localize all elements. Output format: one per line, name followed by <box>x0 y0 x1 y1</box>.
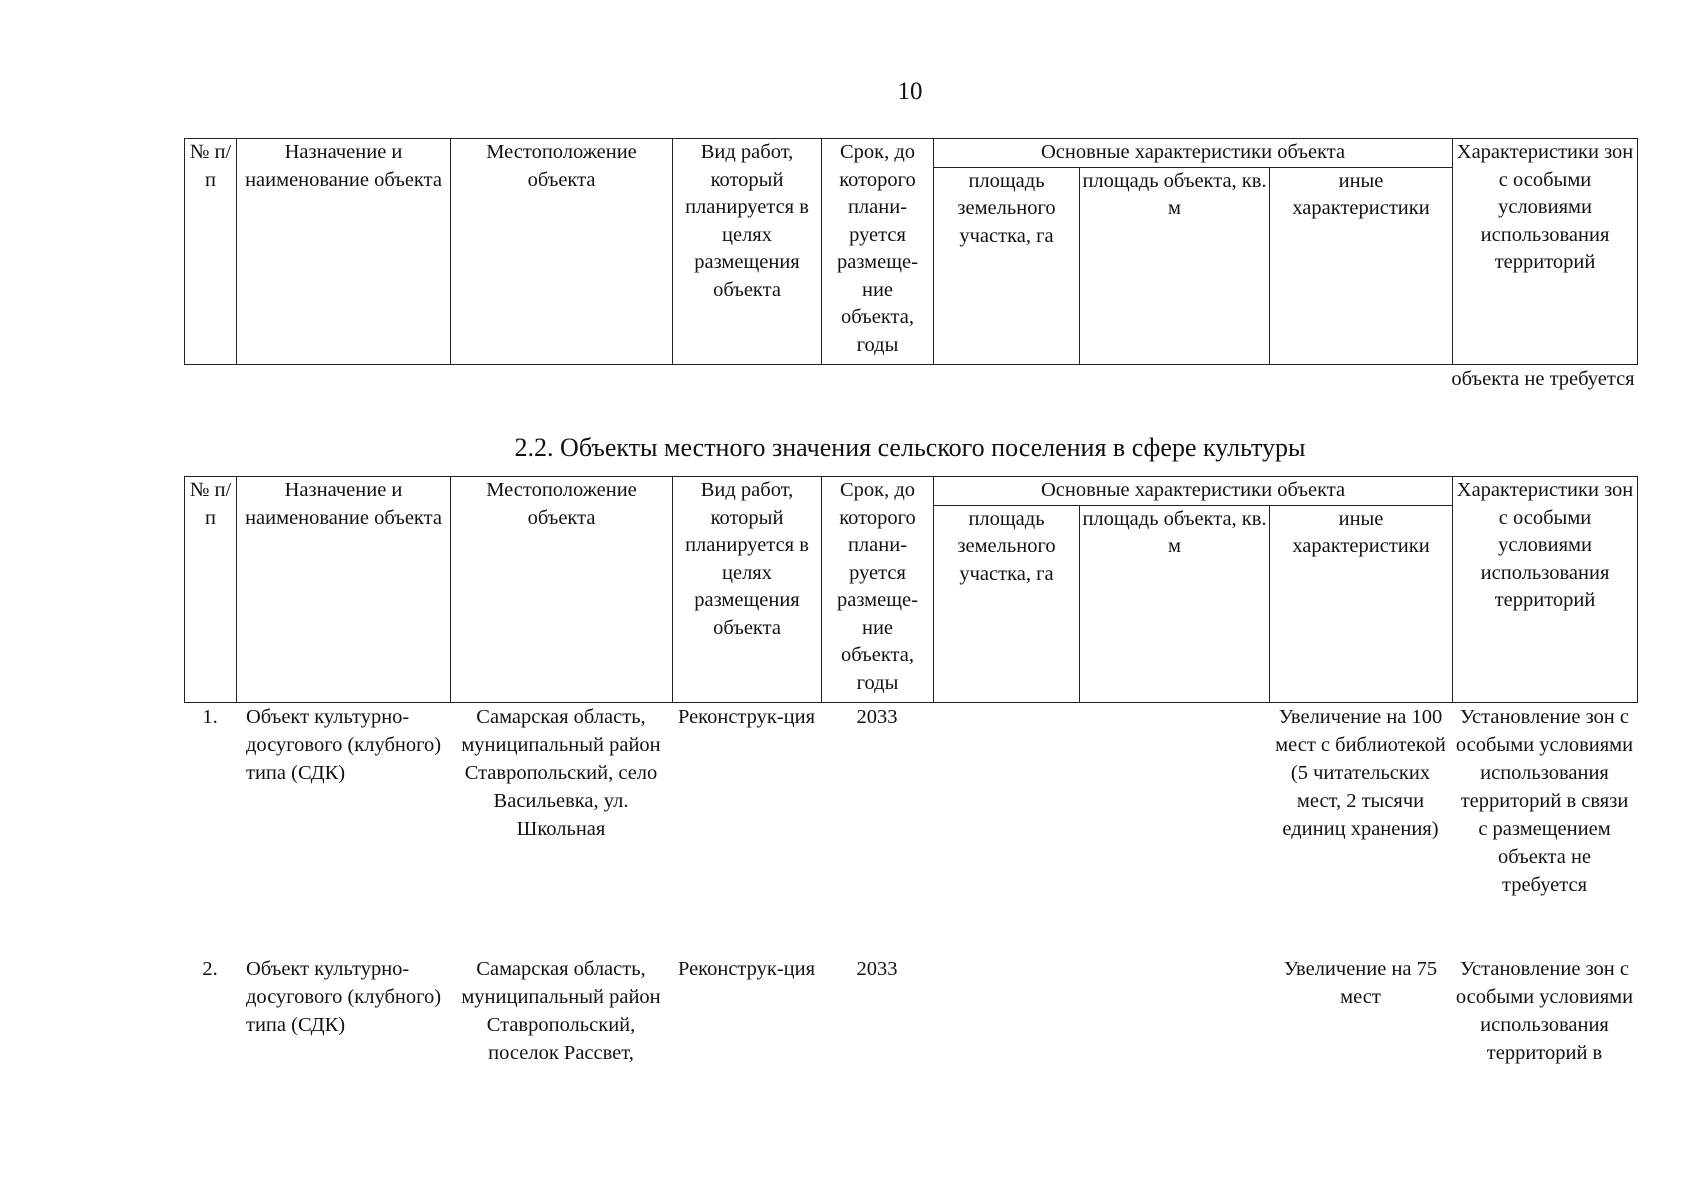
row-object-area <box>1079 955 1269 1067</box>
table-row <box>184 955 1637 1067</box>
row-location: Самарская область, муниципальный район Ставропольский, село Васильевка, ул. Школьная <box>461 706 661 840</box>
col-name-header: Назначение и наименование объекта <box>237 477 451 703</box>
header-table-continued <box>184 138 1638 365</box>
row-name: Объект культурно-досугового (клубного) типа (СДК) <box>246 958 442 1036</box>
col-zones-header: Характеристики зон с особыми условиями использования территорий <box>1453 477 1638 703</box>
culture-objects-rows <box>184 703 1637 1067</box>
section-title: 2.2. Объекты местного значения сельского поселения в сфере культуры <box>514 433 1306 462</box>
col-location-header: Местоположение объекта <box>451 139 673 365</box>
col-location-header: Местоположение объекта <box>451 477 673 703</box>
carry-over-text: объекта не требуется <box>1451 368 1635 390</box>
col-num-header: № п/п <box>185 477 237 703</box>
col-name-header: Назначение и наименование объекта <box>237 139 451 365</box>
header-table-culture <box>184 476 1638 703</box>
row-deadline: 2033 <box>856 958 898 980</box>
col-other-chars-header: иные характеристики <box>1270 167 1453 364</box>
col-other-chars-header: иные характеристики <box>1270 505 1453 702</box>
col-object-area-header: площадь объекта, кв. м <box>1080 167 1270 364</box>
row-name: Объект культурно-досугового (клубного) типа (СДК) <box>246 706 442 784</box>
table-row <box>184 703 1637 955</box>
col-num-header: № п/п <box>185 139 237 365</box>
col-deadline-header: Срок, до которого плани-руется размеще-ние объекта, годы <box>822 139 934 365</box>
col-deadline-header: Срок, до которого плани-руется размеще-ние объекта, годы <box>822 477 934 703</box>
row-work-type: Реконструк-ция <box>677 706 816 728</box>
col-zones-header: Характеристики зон с особыми условиями использования территорий <box>1453 139 1638 365</box>
col-main-chars-header: Основные характеристики объекта <box>934 477 1453 506</box>
row-land-area <box>933 955 1079 1067</box>
row-other-chars: Увеличение на 75 мест <box>1283 958 1438 1008</box>
row-work-type: Реконструк-ция <box>677 958 816 980</box>
row-zones: Установление зон с особыми условиями использования территорий в <box>1455 958 1634 1064</box>
page-number: 10 <box>897 78 923 105</box>
row-location: Самарская область, муниципальный район Ставропольский, поселок Рассвет, <box>461 958 661 1064</box>
col-object-area-header: площадь объекта, кв. м <box>1080 505 1270 702</box>
row-object-area <box>1079 703 1269 955</box>
col-main-chars-header: Основные характеристики объекта <box>934 139 1453 168</box>
col-land-area-header: площадь земельного участка, га <box>934 505 1080 702</box>
col-work-type-header: Вид работ, который планируется в целях размещения объекта <box>673 139 822 365</box>
row-deadline: 2033 <box>856 706 898 728</box>
row-other-chars: Увеличение на 100 мест с библиотекой (5 читательских мест, 2 тысячи единиц хранения) <box>1275 706 1446 840</box>
col-work-type-header: Вид работ, который планируется в целях размещения объекта <box>673 477 822 703</box>
row-num: 2. <box>202 958 218 980</box>
col-land-area-header: площадь земельного участка, га <box>934 167 1080 364</box>
row-num: 1. <box>202 706 218 728</box>
row-zones: Установление зон с особыми условиями использования территорий в связи с размещением объекта не требуется <box>1455 706 1634 896</box>
row-land-area <box>933 703 1079 955</box>
